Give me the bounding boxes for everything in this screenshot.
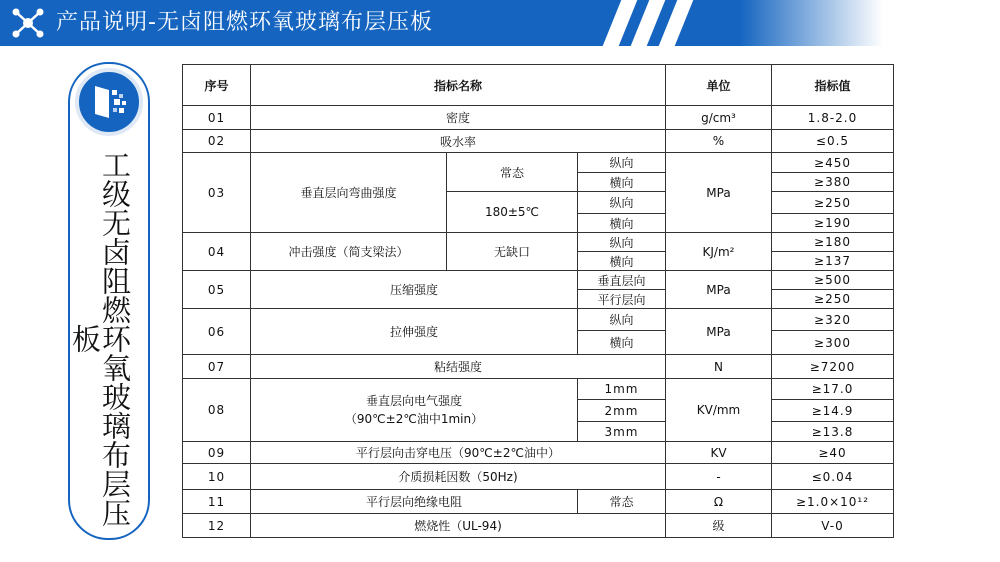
table-row [183,271,894,290]
row-no: 01 [183,106,251,130]
row-direction: 纵向 [578,153,666,173]
row-direction: 平行层向 [578,290,666,309]
row-name-line2: （90℃±2℃油中1min） [344,412,484,426]
row-no: 11 [183,490,251,514]
table-row [183,233,894,252]
row-unit: MPa [666,309,772,355]
row-name: 介质损耗因数（50Hz) [251,464,666,490]
row-direction: 纵向 [578,233,666,252]
row-condition: 无缺口 [447,233,578,271]
side-logo [75,68,143,136]
row-unit: KJ/m² [666,233,772,271]
row-value: ≥180 [772,233,894,252]
table-row [183,514,894,538]
molecule-icon [10,6,46,40]
table-row [183,442,894,464]
row-unit: N [666,355,772,379]
header-stripe [659,0,694,46]
row-unit: g/cm³ [666,106,772,130]
table-row [183,355,894,379]
side-title: 工级无卤阻燃环氧玻璃布层压板 [68,149,132,527]
table-row [183,464,894,490]
row-no: 10 [183,464,251,490]
table-row [183,106,894,130]
row-value: ≤0.5 [772,130,894,153]
row-no: 09 [183,442,251,464]
row-thickness: 3mm [578,422,666,442]
header-bar [0,0,1000,46]
row-no: 02 [183,130,251,153]
row-no: 12 [183,514,251,538]
row-name-line1: 垂直层向电气强度 [365,394,462,408]
row-unit: MPa [666,153,772,233]
row-condition: 180±5℃ [447,192,578,233]
header-no: 序号 [183,65,251,106]
row-no: 05 [183,271,251,309]
row-value: ≥40 [772,442,894,464]
row-direction: 垂直层向 [578,271,666,290]
row-condition: 常态 [578,490,666,514]
row-value: ≥250 [772,290,894,309]
table-row [183,130,894,153]
row-name: 平行层向击穿电压（90℃±2℃油中） [251,442,666,464]
row-thickness: 1mm [578,379,666,400]
row-unit: % [666,130,772,153]
table-row [183,490,894,514]
row-direction: 纵向 [578,192,666,214]
spec-table [182,64,894,538]
table-header-row [183,65,894,106]
row-value: ≥1.0×10¹² [772,490,894,514]
row-condition: 常态 [447,153,578,192]
row-value: ≥7200 [772,355,894,379]
row-name: 密度 [251,106,666,130]
row-direction: 横向 [578,214,666,233]
page-title: 产品说明-无卤阻燃环氧玻璃布层压板 [56,10,433,35]
row-name: 拉伸强度 [251,309,578,355]
row-direction: 横向 [578,331,666,355]
row-unit: KV/mm [666,379,772,442]
row-value: ≥320 [772,309,894,331]
row-value: ≥17.0 [772,379,894,400]
row-direction: 横向 [578,173,666,192]
table-row [183,153,894,173]
row-name: 燃烧性（UL-94) [251,514,666,538]
row-value: ≥137 [772,252,894,271]
header-unit: 单位 [666,65,772,106]
row-value: ≥500 [772,271,894,290]
row-no: 03 [183,153,251,233]
row-name: 冲击强度（简支梁法） [251,233,447,271]
row-name: 平行层向绝缘电阻 [251,490,578,514]
row-unit: 级 [666,514,772,538]
row-value: ≥13.8 [772,422,894,442]
header-value: 指标值 [772,65,894,106]
row-no: 07 [183,355,251,379]
row-unit: KV [666,442,772,464]
row-value: 1.8-2.0 [772,106,894,130]
row-unit: Ω [666,490,772,514]
row-no: 06 [183,309,251,355]
row-name: 吸水率 [251,130,666,153]
row-value: ≥380 [772,173,894,192]
row-thickness: 2mm [578,400,666,422]
row-name: 垂直层向弯曲强度 [251,153,447,233]
table-row [183,379,894,400]
row-unit: MPa [666,271,772,309]
row-direction: 横向 [578,252,666,271]
row-name [251,379,578,442]
row-value: ≥250 [772,192,894,214]
row-direction: 纵向 [578,309,666,331]
header-name: 指标名称 [251,65,666,106]
row-value: ≤0.04 [772,464,894,490]
row-value: ≥300 [772,331,894,355]
row-no: 08 [183,379,251,442]
door-dots-icon [79,72,139,132]
row-name: 粘结强度 [251,355,666,379]
row-value: V-0 [772,514,894,538]
row-unit: - [666,464,772,490]
row-no: 04 [183,233,251,271]
row-value: ≥450 [772,153,894,173]
row-value: ≥14.9 [772,400,894,422]
table-row [183,309,894,331]
header-fade [740,0,1000,46]
row-name: 压缩强度 [251,271,578,309]
row-value: ≥190 [772,214,894,233]
